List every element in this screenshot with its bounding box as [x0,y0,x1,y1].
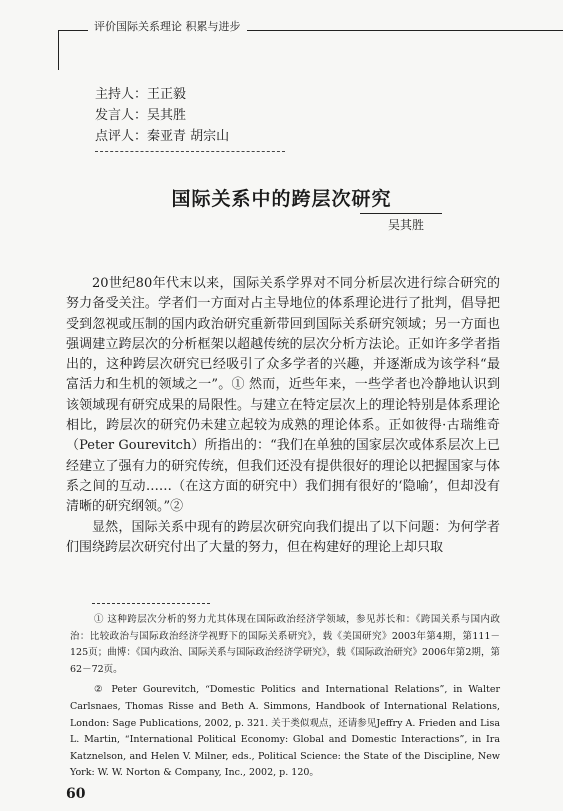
article-title: 国际关系中的跨层次研究 [171,188,392,210]
body-paragraph: 20世纪80年代末以来，国际关系学界对不同分析层次进行综合研究的努力备受关注。学者们一方面对占主导地位的体系理论进行了批判，倡导把受到忽视或压制的国内政治研究重新带回到国际关系研究领域；另一方面也强调建立跨层次的分析框架以超越传统的层次分析方法论。正如许多学者指出的，这种跨层次研究已经吸引了众多学者的兴趣，并逐渐成为该学科“最富活力和生机的领域之一”。① 然而，近些年来，一些学者也冷静地认识到该领域现有研究成果的局限性。与建立在特定层次上的理论特别是体系理论相比，跨层次的研究仍未建立起较为成熟的理论体系。正如彼得·古瑞维奇（Peter Gourevitch）所指出的：“我们在单独的国家层次或体系层次上已经建立了强有力的研究传统，但我们还没有提供很好的理论以把握国家与体系之间的互动……（在这方面的研究中）我们拥有很好的‘隐喻’，但却没有清晰的研究纲领。”② [66,276,500,515]
role-value: 吴其胜 [147,108,187,123]
role-label: 点评人： [95,129,148,144]
author-rule [360,213,442,214]
role-value: 秦亚青 胡宗山 [147,129,230,144]
footnote-divider [92,603,210,604]
role-value: 王正毅 [147,87,187,102]
running-header [58,18,563,38]
footnotes [70,612,500,786]
page-number: 60 [66,786,86,802]
role-commentator [95,126,229,147]
role-label: 发言人： [95,108,148,123]
role-speaker [95,105,229,126]
footnote: ① 这种跨层次分析的努力尤其体现在国际政治经济学领域，参见苏长和：《跨国关系与国内政治：比较政治与国际政治经济学视野下的国际关系研究》，载《美国研究》2003年第4期，第111－125页；曲博：《国内政治、国际关系与国际政治经济学研究》，载《国际政治研究》2006年第2期，第62－72页。 [70,614,500,675]
role-label: 主持人： [95,87,148,102]
role-host [95,84,229,105]
footnote: ② Peter Gourevitch, “Domestic Politics and International Relations”, in Walter Carlsnaes, Thomas Risse and Beth A. Simmons, Handbook of International Relations, London: Sage Publications, 2002, p. 321. 关于类似观点，还请参见Jeffry A. Frieden and Lisa L. Martin, “International Political Economy: Global and Domestic Interactions”, in Ira Katznelson, and Helen V. Milner, eds., Political Science: the State of the Discipline, New York: W. W. Norton & Company, Inc., 2002, p. 120。 [70,684,500,779]
header-tick [58,30,59,70]
participants-list [95,84,229,147]
participants-divider [95,151,285,152]
running-header-text: 评价国际关系理论 积累与进步 [88,18,247,34]
article-body [66,274,500,558]
article-author: 吴其胜 [388,218,425,232]
body-paragraph: 显然，国际关系中现有的跨层次研究向我们提出了以下问题：为何学者们围绕跨层次研究付出了大量的努力，但在构建好的理论上却只取 [66,519,500,555]
